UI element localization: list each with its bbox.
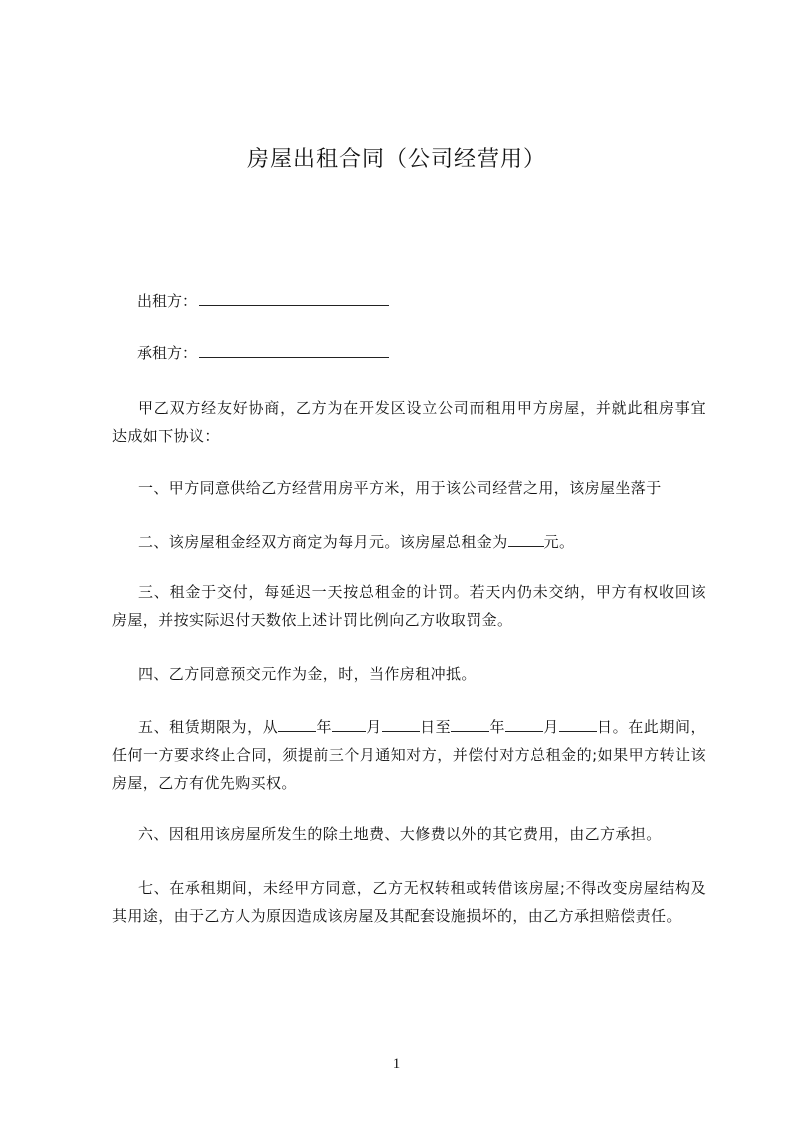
total-rent-blank xyxy=(508,532,544,547)
clause-2-text-a: 二、该房屋租金经双方商定为每月元。该房屋总租金为 xyxy=(138,533,508,551)
page-number: 1 xyxy=(392,1056,401,1072)
clause-6: 六、因租用该房屋所发生的除土地费、大修费以外的其它费用，由乙方承担。 xyxy=(138,825,662,843)
end-day-blank xyxy=(559,717,597,732)
lessee-blank xyxy=(199,343,389,358)
clause-5-month-1: 月 xyxy=(366,718,382,736)
document-title: 房屋出租合同（公司经营用） xyxy=(246,147,546,172)
clause-5 xyxy=(112,713,706,797)
clause-3: 三、租金于交付，每延迟一天按总租金的计罚。若天内仍未交纳，甲方有权收回该房屋，并按实际迟付天数依上述计罚比例向乙方收取罚金。 xyxy=(112,583,706,629)
clause-2 xyxy=(112,528,706,556)
lessee-label: 承租方： xyxy=(137,344,198,362)
clause-4: 四、乙方同意预交元作为金，时，当作房租冲抵。 xyxy=(138,665,477,683)
clause-1: 一、甲方同意供给乙方经营用房平方米，用于该公司经营之用，该房屋坐落于 xyxy=(138,479,662,497)
clause-5-year-1: 年 xyxy=(316,718,333,736)
end-year-blank xyxy=(451,717,489,732)
clause-7: 七、在承租期间，未经甲方同意，乙方无权转租或转借该房屋;不得改变房屋结构及其用途，由于乙方人为原因造成该房屋及其配套设施损坏的，由乙方承担赔偿责任。 xyxy=(112,879,706,925)
lessor-label: 出租方： xyxy=(137,292,198,310)
intro-paragraph: 甲乙双方经友好协商，乙方为在开发区设立公司而租用甲方房屋，并就此租房事宜达成如下协议： xyxy=(112,399,706,445)
lessor-blank xyxy=(199,291,389,306)
lessor-line xyxy=(137,291,389,311)
clause-5-year-2: 年 xyxy=(489,718,506,736)
start-month-blank xyxy=(332,717,366,732)
clause-5-text-a: 五、租赁期限为，从 xyxy=(138,718,279,736)
start-year-blank xyxy=(278,717,316,732)
start-day-blank xyxy=(382,717,420,732)
lessee-line xyxy=(137,343,389,363)
clause-5-day-to: 日至 xyxy=(419,718,452,736)
end-month-blank xyxy=(505,717,543,732)
clause-5-text-b: 日。在此期间，任何一方要求终止合同，须提前三个月通知对方，并偿付对方总租金的;如果甲方转让该房屋，乙方有优先购买权。 xyxy=(112,718,706,792)
clause-5-month-2: 月 xyxy=(543,718,559,736)
clause-2-text-b: 元。 xyxy=(543,533,575,551)
